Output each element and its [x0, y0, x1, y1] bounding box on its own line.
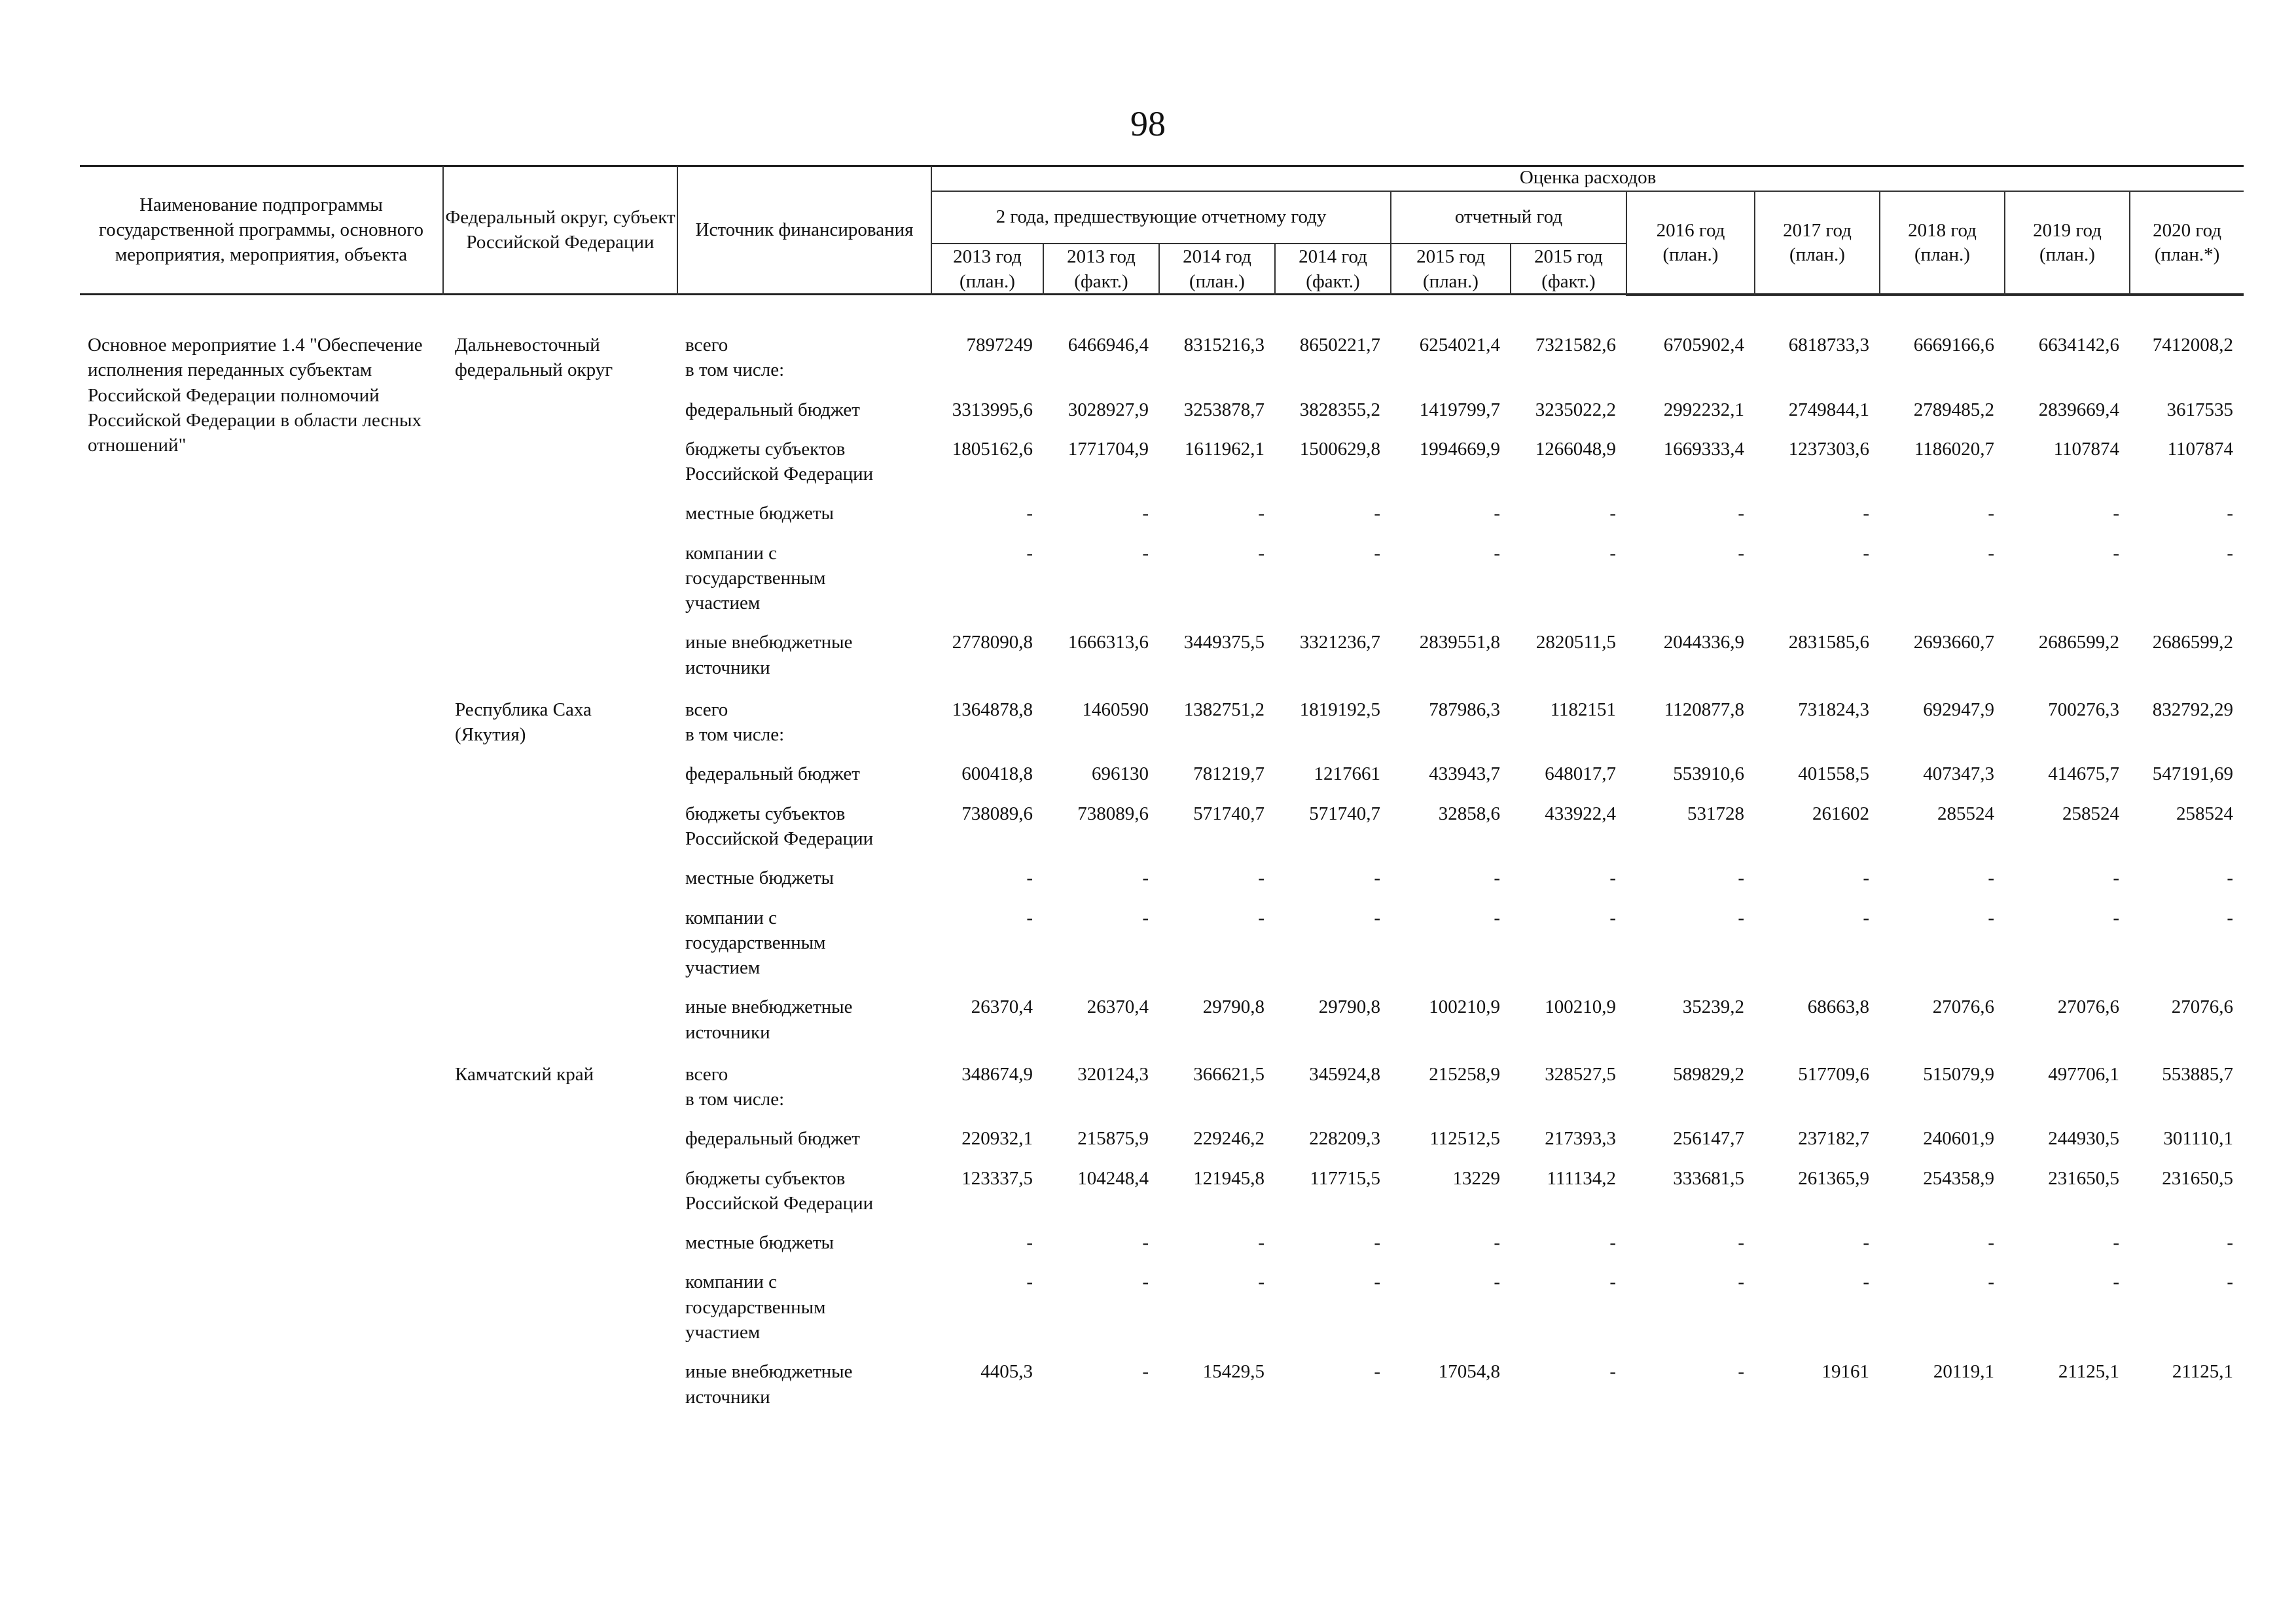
value-cell: - [1494, 907, 1500, 928]
value-cell: 6634142,6 [2038, 335, 2119, 356]
value-cell: - [1026, 907, 1033, 928]
value-cell: - [1988, 867, 1994, 889]
value-cell: 285524 [1937, 803, 1994, 824]
value-cell: 1500629,8 [1299, 438, 1380, 460]
header-year: 2014 год (факт.) [1275, 244, 1391, 295]
funding-source: бюджеты субъектов Российской Федерации [685, 438, 874, 485]
header-region-column: Федеральный округ, субъект Российской Федерации [443, 166, 677, 295]
value-cell: 21125,1 [2058, 1361, 2119, 1383]
region-name: Республика Саха (Якутия) [455, 699, 592, 746]
value-cell: 2686599,2 [2152, 632, 2233, 653]
header-report-year: отчетный год [1391, 191, 1626, 244]
value-cell: - [1374, 1232, 1380, 1254]
page-number: 98 [1130, 104, 1166, 143]
value-cell: - [1374, 867, 1380, 889]
value-cell: - [2113, 1232, 2119, 1254]
value-cell: - [1374, 503, 1380, 524]
value-cell: 1460590 [1082, 699, 1149, 720]
value-cell: - [1738, 867, 1744, 889]
value-cell: 832792,29 [2152, 699, 2233, 720]
value-cell: 3028927,9 [1067, 399, 1149, 420]
value-cell: - [1374, 1271, 1380, 1293]
value-cell: 231650,5 [2162, 1167, 2233, 1189]
value-cell: 3617535 [2166, 399, 2233, 420]
value-cell: 229246,2 [1193, 1128, 1265, 1150]
value-cell: 261365,9 [1798, 1167, 1869, 1189]
value-cell: 553885,7 [2162, 1063, 2233, 1085]
value-cell: 738089,6 [1077, 803, 1149, 824]
value-cell: 1266048,9 [1535, 438, 1616, 460]
value-cell: - [1142, 1232, 1149, 1254]
value-cell: 6818733,3 [1788, 335, 1869, 356]
value-cell: - [1738, 1232, 1744, 1254]
funding-source: компании с государственным участием [685, 907, 826, 979]
value-cell: 8650221,7 [1299, 335, 1380, 356]
funding-source: всего в том числе: [685, 1063, 785, 1110]
header-year: 2013 год (факт.) [1043, 244, 1159, 295]
value-cell: 2693660,7 [1913, 632, 1994, 653]
value-cell: 1994669,9 [1419, 438, 1500, 460]
value-cell: - [2113, 867, 2119, 889]
value-cell: 1419799,7 [1419, 399, 1500, 420]
value-cell: 228209,3 [1309, 1128, 1380, 1150]
value-cell: - [1988, 1271, 1994, 1293]
value-cell: 20119,1 [1933, 1361, 1994, 1383]
value-cell: 3449375,5 [1183, 632, 1265, 653]
value-cell: 348674,9 [961, 1063, 1033, 1085]
funding-source: местные бюджеты [685, 867, 834, 889]
value-cell: - [1988, 1232, 1994, 1254]
value-cell: - [1609, 1232, 1616, 1254]
value-cell: 121945,8 [1193, 1167, 1265, 1189]
value-cell: - [1026, 1232, 1033, 1254]
value-cell: 68663,8 [1807, 996, 1869, 1018]
funding-source: федеральный бюджет [685, 399, 860, 420]
region-name: Дальневосточный федеральный округ [455, 335, 613, 381]
header-expense-estimate: Оценка расходов [931, 166, 2244, 191]
value-cell: 414675,7 [2048, 763, 2119, 785]
funding-source: всего в том числе: [685, 699, 785, 746]
value-cell: - [1863, 1271, 1869, 1293]
value-cell: 433922,4 [1545, 803, 1616, 824]
header-year: 2019 год (план.) [2005, 191, 2130, 295]
value-cell: 1237303,6 [1788, 438, 1869, 460]
value-cell: 3321236,7 [1299, 632, 1380, 653]
value-cell: - [1738, 503, 1744, 524]
value-cell: 401558,5 [1798, 763, 1869, 785]
value-cell: 7897249 [966, 335, 1033, 356]
value-cell: 1666313,6 [1067, 632, 1149, 653]
value-cell: - [1258, 542, 1265, 564]
funding-source: бюджеты субъектов Российской Федерации [685, 1167, 874, 1214]
value-cell: 261602 [1812, 803, 1869, 824]
value-cell: 433943,7 [1429, 763, 1500, 785]
value-cell: 731824,3 [1798, 699, 1869, 720]
value-cell: 2789485,2 [1913, 399, 1994, 420]
value-cell: - [2113, 542, 2119, 564]
value-cell: - [2227, 542, 2233, 564]
value-cell: 3235022,2 [1535, 399, 1616, 420]
value-cell: 256147,7 [1673, 1128, 1744, 1150]
value-cell: 301110,1 [2163, 1128, 2233, 1150]
header-prev-years: 2 года, предшествующие отчетному году [931, 191, 1391, 244]
value-cell: - [1863, 542, 1869, 564]
value-cell: 517709,6 [1798, 1063, 1869, 1085]
value-cell: 100210,9 [1545, 996, 1616, 1018]
header-year: 2020 год (план.*) [2130, 191, 2244, 295]
value-cell: - [1609, 542, 1616, 564]
value-cell: - [1494, 867, 1500, 889]
value-cell: 787986,3 [1429, 699, 1500, 720]
value-cell: 700276,3 [2048, 699, 2119, 720]
value-cell: 7321582,6 [1535, 335, 1616, 356]
value-cell: - [1863, 1232, 1869, 1254]
value-cell: - [1258, 907, 1265, 928]
value-cell: 3828355,2 [1299, 399, 1380, 420]
funding-source: иные внебюджетные источники [685, 1361, 853, 1408]
value-cell: 104248,4 [1077, 1167, 1149, 1189]
value-cell: - [2227, 1271, 2233, 1293]
header-year: 2015 год (факт.) [1511, 244, 1626, 295]
value-cell: - [1258, 867, 1265, 889]
value-cell: 7412008,2 [2152, 335, 2233, 356]
value-cell: 4405,3 [980, 1361, 1033, 1383]
value-cell: - [1258, 1271, 1265, 1293]
value-cell: - [1142, 542, 1149, 564]
value-cell: 3313995,6 [952, 399, 1033, 420]
funding-source: федеральный бюджет [685, 763, 860, 785]
value-cell: - [1609, 503, 1616, 524]
header-year: 2014 год (план.) [1159, 244, 1275, 295]
header-year: 2015 год (план.) [1391, 244, 1511, 295]
value-cell: 1107874 [2053, 438, 2119, 460]
value-cell: 1819192,5 [1299, 699, 1380, 720]
value-cell: - [1988, 907, 1994, 928]
value-cell: - [1738, 1361, 1744, 1383]
value-cell: 8315216,3 [1183, 335, 1265, 356]
funding-source: иные внебюджетные источники [685, 632, 853, 678]
value-cell: - [1494, 503, 1500, 524]
value-cell: 27076,6 [2171, 996, 2233, 1018]
header-source-column: Источник финансирования [677, 166, 931, 295]
value-cell: 6466946,4 [1067, 335, 1149, 356]
value-cell: 497706,1 [2048, 1063, 2119, 1085]
value-cell: - [1738, 1271, 1744, 1293]
value-cell: - [2227, 503, 2233, 524]
funding-source: иные внебюджетные источники [685, 996, 853, 1043]
value-cell: 26370,4 [1086, 996, 1149, 1018]
value-cell: 244930,5 [2048, 1128, 2119, 1150]
value-cell: 6254021,4 [1419, 335, 1500, 356]
value-cell: - [2227, 1232, 2233, 1254]
value-cell: 1611962,1 [1184, 438, 1265, 460]
value-cell: - [1738, 907, 1744, 928]
value-cell: 258524 [2062, 803, 2119, 824]
value-cell: 2839669,4 [2038, 399, 2119, 420]
table-header [80, 166, 2244, 296]
value-cell: - [1142, 1361, 1149, 1383]
value-cell: 1120877,8 [1664, 699, 1744, 720]
funding-source: компании с государственным участием [685, 542, 826, 614]
header-year: 2013 год (план.) [931, 244, 1043, 295]
value-cell: - [1026, 1271, 1033, 1293]
value-cell: - [1988, 542, 1994, 564]
value-cell: 2044336,9 [1663, 632, 1744, 653]
value-cell: - [1142, 907, 1149, 928]
table-body [80, 333, 2244, 1427]
value-cell: - [2113, 1271, 2119, 1293]
value-cell: 123337,5 [961, 1167, 1033, 1189]
value-cell: 589829,2 [1673, 1063, 1744, 1085]
value-cell: - [1258, 1232, 1265, 1254]
value-cell: 32858,6 [1438, 803, 1500, 824]
value-cell: 254358,9 [1923, 1167, 1994, 1189]
value-cell: 237182,7 [1798, 1128, 1869, 1150]
funding-source: местные бюджеты [685, 1232, 834, 1254]
value-cell: - [1494, 1232, 1500, 1254]
value-cell: 600418,8 [961, 763, 1033, 785]
value-cell: 35239,2 [1682, 996, 1744, 1018]
value-cell: - [1374, 907, 1380, 928]
value-cell: 692947,9 [1923, 699, 1994, 720]
funding-source: местные бюджеты [685, 503, 834, 524]
value-cell: - [1142, 867, 1149, 889]
value-cell: - [1026, 542, 1033, 564]
value-cell: - [1258, 503, 1265, 524]
value-cell: 696130 [1092, 763, 1149, 785]
value-cell: 217393,3 [1545, 1128, 1616, 1150]
value-cell: 738089,6 [961, 803, 1033, 824]
value-cell: 366621,5 [1193, 1063, 1265, 1085]
value-cell: 27076,6 [2057, 996, 2119, 1018]
value-cell: 26370,4 [971, 996, 1033, 1018]
value-cell: 320124,3 [1077, 1063, 1149, 1085]
value-cell: 1805162,6 [952, 438, 1033, 460]
value-cell: 1186020,7 [1914, 438, 1994, 460]
value-cell: 781219,7 [1193, 763, 1265, 785]
value-cell: - [1609, 1361, 1616, 1383]
value-cell: 6669166,6 [1913, 335, 1994, 356]
value-cell: 117715,5 [1310, 1167, 1380, 1189]
funding-source: всего в том числе: [685, 335, 785, 381]
value-cell: - [1863, 907, 1869, 928]
value-cell: - [2113, 503, 2119, 524]
value-cell: 231650,5 [2048, 1167, 2119, 1189]
funding-source: федеральный бюджет [685, 1128, 860, 1150]
value-cell: 648017,7 [1545, 763, 1616, 785]
funding-source: компании с государственным участием [685, 1271, 826, 1343]
value-cell: 2778090,8 [952, 632, 1033, 653]
value-cell: 2831585,6 [1788, 632, 1869, 653]
value-cell: - [1988, 503, 1994, 524]
value-cell: 407347,3 [1923, 763, 1994, 785]
value-cell: 215258,9 [1429, 1063, 1500, 1085]
value-cell: 1382751,2 [1183, 699, 1265, 720]
value-cell: 1217661 [1314, 763, 1380, 785]
value-cell: - [1374, 1361, 1380, 1383]
value-cell: 100210,9 [1429, 996, 1500, 1018]
value-cell: - [1026, 503, 1033, 524]
funding-source: бюджеты субъектов Российской Федерации [685, 803, 874, 849]
value-cell: 240601,9 [1923, 1128, 1994, 1150]
value-cell: - [1026, 867, 1033, 889]
value-cell: 220932,1 [961, 1128, 1033, 1150]
value-cell: - [2113, 907, 2119, 928]
value-cell: - [1863, 867, 1869, 889]
value-cell: 6705902,4 [1663, 335, 1744, 356]
value-cell: - [1494, 1271, 1500, 1293]
value-cell: 17054,8 [1438, 1361, 1500, 1383]
value-cell: 21125,1 [2172, 1361, 2233, 1383]
value-cell: - [1494, 542, 1500, 564]
value-cell: 571740,7 [1193, 803, 1265, 824]
value-cell: 1771704,9 [1067, 438, 1149, 460]
value-cell: - [1738, 542, 1744, 564]
value-cell: 2992232,1 [1663, 399, 1744, 420]
value-cell: 29790,8 [1318, 996, 1380, 1018]
value-cell: 15429,5 [1202, 1361, 1265, 1383]
value-cell: 2839551,8 [1419, 632, 1500, 653]
value-cell: - [2227, 907, 2233, 928]
value-cell: 1669333,4 [1663, 438, 1744, 460]
header-year: 2018 год (план.) [1880, 191, 2005, 295]
header-year: 2017 год (план.) [1755, 191, 1880, 295]
value-cell: 553910,6 [1673, 763, 1744, 785]
value-cell: - [1609, 1271, 1616, 1293]
value-cell: 531728 [1687, 803, 1744, 824]
measure-name: Основное мероприятие 1.4 "Обеспечение исполнения переданных субъектам Российской Федерации полномочий Российской Федерации в области лесных отношений" [88, 335, 423, 456]
table-row [80, 333, 2244, 397]
value-cell: 328527,5 [1545, 1063, 1616, 1085]
value-cell: 1364878,8 [952, 699, 1033, 720]
value-cell: - [1609, 907, 1616, 928]
region-name: Камчатский край [455, 1063, 594, 1085]
value-cell: - [1863, 503, 1869, 524]
value-cell: - [1142, 503, 1149, 524]
value-cell: 2749844,1 [1788, 399, 1869, 420]
value-cell: - [1142, 1271, 1149, 1293]
value-cell: - [2227, 867, 2233, 889]
value-cell: 547191,69 [2152, 763, 2233, 785]
value-cell: 215875,9 [1077, 1128, 1149, 1150]
value-cell: 2820511,5 [1535, 632, 1616, 653]
value-cell: 13229 [1452, 1167, 1500, 1189]
header-name-column: Наименование подпрограммы государственной программы, основного мероприятия, мероприятия, объекта [99, 194, 423, 265]
value-cell: 29790,8 [1202, 996, 1265, 1018]
value-cell: 515079,9 [1923, 1063, 1994, 1085]
value-cell: 112512,5 [1429, 1128, 1500, 1150]
value-cell: 2686599,2 [2038, 632, 2119, 653]
value-cell: 3253878,7 [1183, 399, 1265, 420]
value-cell: 27076,6 [1932, 996, 1994, 1018]
value-cell: 1107874 [2167, 438, 2233, 460]
value-cell: 1182151 [1550, 699, 1616, 720]
value-cell: 111134,2 [1547, 1167, 1616, 1189]
value-cell: 258524 [2176, 803, 2233, 824]
value-cell: - [1374, 542, 1380, 564]
value-cell: 571740,7 [1309, 803, 1380, 824]
value-cell: 19161 [1821, 1361, 1869, 1383]
value-cell: 345924,8 [1309, 1063, 1380, 1085]
header-year: 2016 год (план.) [1626, 191, 1755, 295]
value-cell: - [1609, 867, 1616, 889]
value-cell: 333681,5 [1673, 1167, 1744, 1189]
